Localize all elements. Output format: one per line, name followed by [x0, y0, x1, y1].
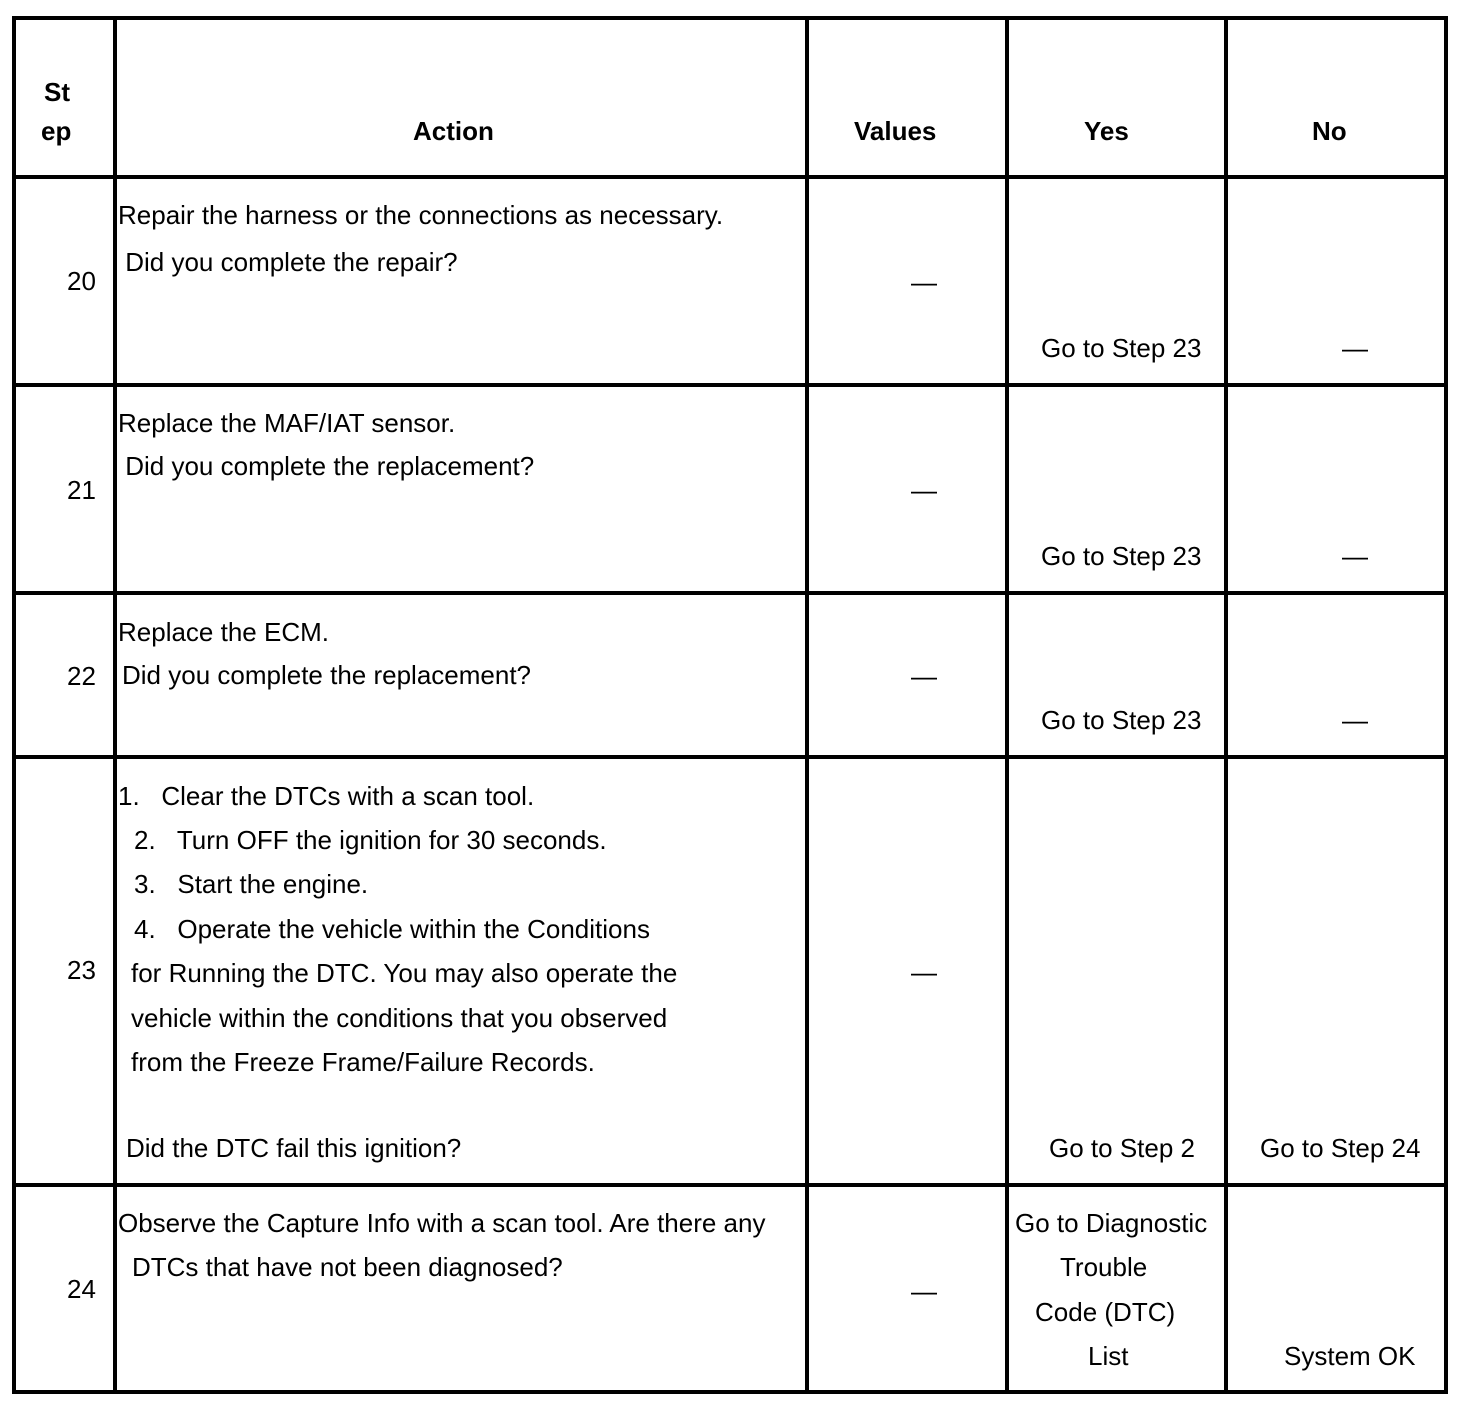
action-text: for Running the DTC. You may also operate the — [131, 958, 678, 988]
no-text: System OK — [1284, 1341, 1416, 1371]
action-text: Repair the harness or the connections as necessary. — [118, 200, 724, 230]
step-number: 21 — [67, 475, 96, 505]
action-text: Did you complete the replacement? — [122, 660, 532, 690]
no-text: — — [1342, 705, 1368, 735]
step-number: 23 — [67, 955, 96, 985]
value-text: — — [911, 267, 937, 297]
header-divider — [12, 175, 1448, 179]
action-text: Did you complete the repair? — [118, 247, 458, 277]
action-text: 1. Clear the DTCs with a scan tool. — [118, 781, 535, 811]
header-values: Values — [854, 116, 937, 146]
action-text: vehicle within the conditions that you observed — [131, 1003, 668, 1033]
action-text: 2. Turn OFF the ignition for 30 seconds. — [134, 825, 607, 855]
table-border-left — [12, 16, 16, 1394]
table-border-bottom — [12, 1390, 1448, 1394]
action-text: 3. Start the engine. — [134, 869, 369, 899]
column-divider — [1224, 16, 1228, 1394]
header-no: No — [1312, 116, 1347, 146]
row-divider — [12, 383, 1448, 387]
yes-text: Go to Step 2 — [1049, 1133, 1195, 1163]
row-divider — [12, 1183, 1448, 1187]
action-text: Did you complete the replacement? — [118, 451, 535, 481]
column-divider — [805, 16, 809, 1394]
header-action: Action — [413, 116, 494, 146]
no-text: Go to Step 24 — [1260, 1133, 1421, 1163]
yes-text: Code (DTC) — [1035, 1297, 1176, 1327]
table-border-right — [1444, 16, 1448, 1394]
yes-text: Go to Step 23 — [1041, 705, 1202, 735]
value-text: — — [911, 957, 937, 987]
column-divider — [113, 16, 117, 1394]
action-text: Replace the ECM. — [118, 617, 329, 647]
step-number: 22 — [67, 661, 96, 691]
yes-text: Go to Diagnostic — [1015, 1208, 1208, 1238]
no-text: — — [1342, 333, 1368, 363]
action-text: Replace the MAF/IAT sensor. — [118, 408, 456, 438]
header-step-line2: ep — [41, 116, 72, 146]
action-text: Did the DTC fail this ignition? — [126, 1133, 462, 1163]
yes-text: Go to Step 23 — [1041, 333, 1202, 363]
row-divider — [12, 591, 1448, 595]
step-number: 24 — [67, 1274, 96, 1304]
action-text: from the Freeze Frame/Failure Records. — [131, 1047, 595, 1077]
value-text: — — [911, 661, 937, 691]
row-divider — [12, 755, 1448, 759]
yes-text: List — [1088, 1341, 1129, 1371]
step-number: 20 — [67, 266, 96, 296]
no-text: — — [1342, 541, 1368, 571]
action-text: Observe the Capture Info with a scan tool. Are there any — [118, 1208, 766, 1238]
column-divider — [1005, 16, 1009, 1394]
header-yes: Yes — [1084, 116, 1129, 146]
yes-text: Trouble — [1060, 1252, 1148, 1282]
value-text: — — [911, 475, 937, 505]
table-border-top — [12, 16, 1448, 20]
action-text: 4. Operate the vehicle within the Conditions — [134, 914, 650, 944]
value-text: — — [911, 1276, 937, 1306]
yes-text: Go to Step 23 — [1041, 541, 1202, 571]
header-step-line1: St — [44, 77, 70, 107]
action-text: DTCs that have not been diagnosed? — [132, 1252, 563, 1282]
